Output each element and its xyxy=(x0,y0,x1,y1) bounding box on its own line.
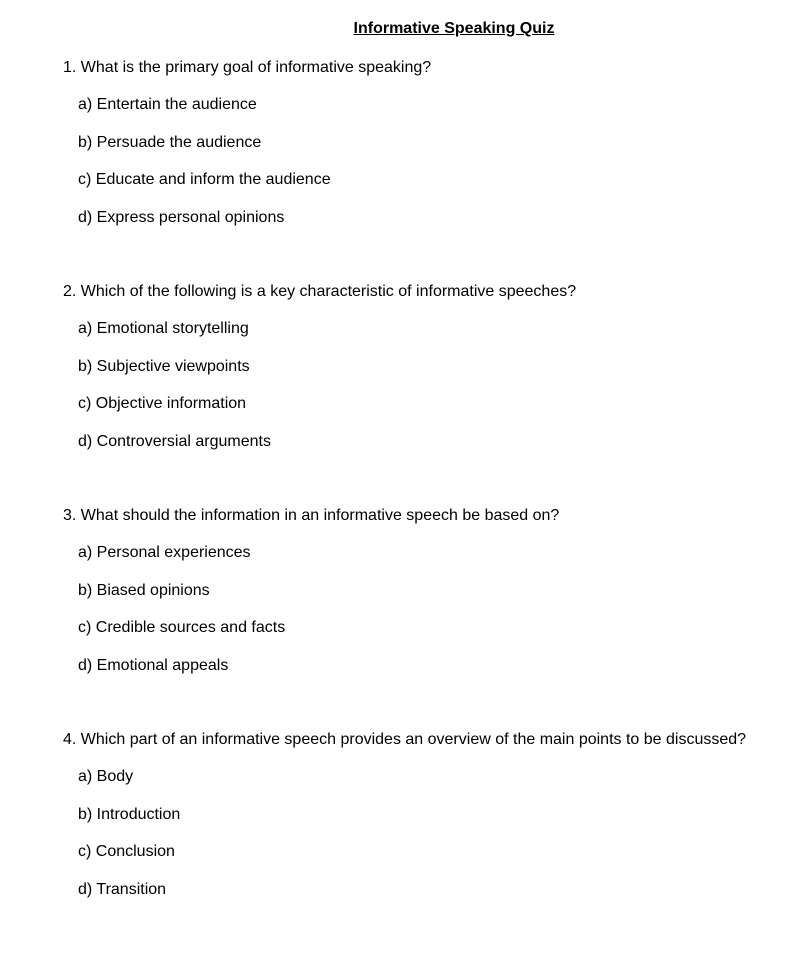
question-1: 1. What is the primary goal of informative speaking? xyxy=(63,59,432,76)
answer-option: a) Emotional storytelling xyxy=(78,320,249,337)
question-2: 2. Which of the following is a key characteristic of informative speeches? xyxy=(63,283,577,300)
answer-option: b) Persuade the audience xyxy=(78,133,262,151)
question-3: 3. What should the information in an informative speech be based on? xyxy=(63,507,560,524)
answer-option: a) Personal experiences xyxy=(78,544,251,561)
answer-option: c) Conclusion xyxy=(78,843,175,860)
answer-option: d) Controversial arguments xyxy=(78,432,271,450)
answer-option: b) Subjective viewpoints xyxy=(78,357,250,375)
quiz-title: Informative Speaking Quiz xyxy=(353,20,555,37)
answer-option: b) Introduction xyxy=(78,805,181,823)
answer-option: d) Emotional appeals xyxy=(78,656,229,674)
answer-option: a) Body xyxy=(78,768,134,785)
question-4: 4. Which part of an informative speech provides an overview of the main points to be discussed? xyxy=(63,731,747,748)
answer-option: d) Transition xyxy=(78,880,167,898)
answer-option: c) Educate and inform the audience xyxy=(78,171,331,188)
answer-option: b) Biased opinions xyxy=(78,581,210,599)
answer-option: c) Credible sources and facts xyxy=(78,619,286,636)
answer-option: d) Express personal opinions xyxy=(78,208,285,226)
answer-option: a) Entertain the audience xyxy=(78,96,257,113)
answer-option: c) Objective information xyxy=(78,395,247,412)
